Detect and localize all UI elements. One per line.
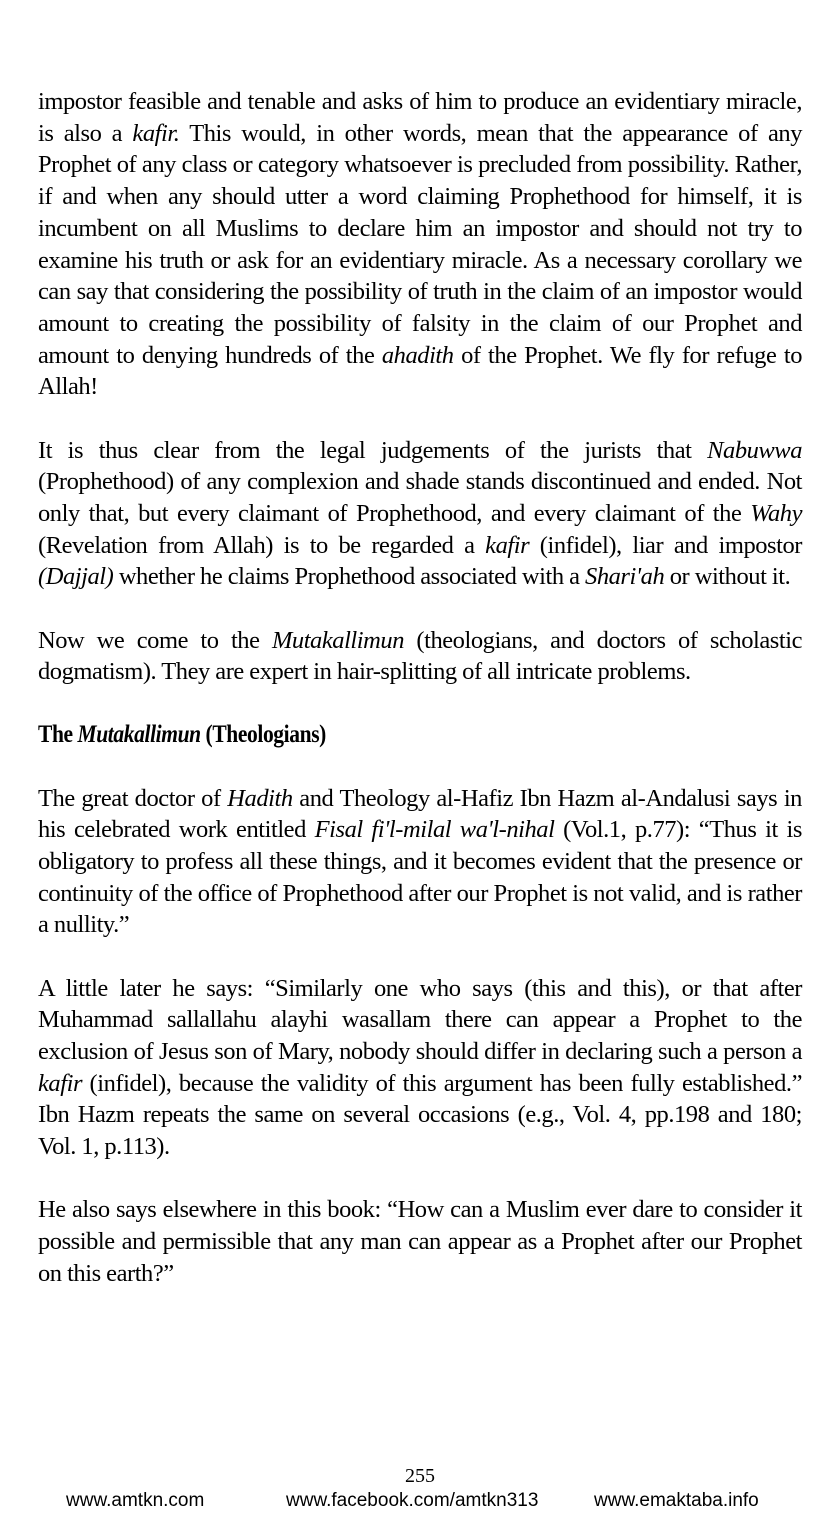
emphasis-shariah: Shari'ah — [585, 563, 665, 591]
emphasis-hadith: Hadith — [227, 784, 293, 812]
footer-link-emaktaba: www.emaktaba.info — [594, 1490, 759, 1511]
emphasis-book-title: Fisal fi'l-milal wa'l-nihal — [314, 816, 555, 844]
footer-link-amtkn: www.amtkn.com — [66, 1490, 205, 1511]
emphasis-kafir: kafir — [485, 531, 530, 559]
emphasis-nabuwwa: Nabuwwa — [707, 436, 802, 464]
emphasis-mutakallimun: Mutakallimun — [271, 626, 404, 654]
paragraph-6: He also says elsewhere in this book: “How can a Muslim ever dare to consider it possible and permissible that any man can appear as a Prophet after our Prophet on this earth?” — [38, 1196, 802, 1287]
emphasis-kafir: kafir. — [132, 119, 180, 147]
footer — [0, 1487, 840, 1515]
emphasis-ahadith: ahadith — [381, 341, 454, 369]
footer-link-facebook: www.facebook.com/amtkn313 — [286, 1490, 539, 1511]
page-number: 255 — [405, 1465, 435, 1487]
paragraph-1: impostor feasible and tenable and asks of him to produce an evidentiary miracle, is also a kafir. This would, in other words, mean that the appearance of any Prophet of any class or category whatsoever is precluded from possibility. Rather, if and when any should utter a word claiming Prophethood for himself, it is incumbent on all Muslims to declare him an impostor and should not try to examine his truth or ask for an evidentiary miracle. As a necessary corollary we can say that considering the possibility of truth in the claim of an impostor would amount to creating the possibility of falsity in the claim of our Prophet and amount to denying hundreds of the ahadith of the Prophet. We fly for refuge to Allah! — [38, 88, 802, 401]
page-body — [38, 86, 802, 1321]
emphasis-wahy: Wahy — [750, 499, 802, 527]
paragraph-3: Now we come to the Mutakallimun (theologians, and doctors of scholastic dogmatism). They are expert in hair-splitting of all intricate problems. — [38, 626, 802, 686]
paragraph-2: It is thus clear from the legal judgements of the jurists that Nabuwwa (Prophethood) of any complexion and shade stands discontinued and ended. Not only that, but every claimant of Prophethood, and every claimant of the Wahy (Revelation from Allah) is to be regarded a kafir (infidel), liar and impostor (Dajjal) whether he claims Prophethood associated with a Shari'ah or without it. — [38, 436, 802, 591]
paragraph-5: A little later he says: “Similarly one who says (this and this), or that after Muhammad sallallahu alayhi wasallam there can appear a Prophet to the exclusion of Jesus son of Mary, nobody should differ in declaring such a person a kafir (infidel), because the validity of this argument has been fully established.” Ibn Hazm repeats the same on several occasions (e.g., Vol. 4, pp.198 and 180; Vol. 1, p.113). — [38, 974, 802, 1161]
paragraph-4: The great doctor of Hadith and Theology al-Hafiz Ibn Hazm al-Andalusi says in his celebrated work entitled Fisal fi'l-milal wa'l-nihal (Vol.1, p.77): “Thus it is obligatory to profess all these things, and it becomes evident that the presence or continuity of the office of Prophethood after our Prophet is not valid, and is rather a nullity.” — [38, 784, 802, 939]
section-heading: The Mutakallimun (Theologians) — [38, 721, 326, 749]
emphasis-kafir: kafir — [38, 1069, 83, 1097]
heading-emphasis: Mutakallimun — [77, 721, 201, 749]
emphasis-dajjal: (Dajjal) — [38, 563, 114, 591]
